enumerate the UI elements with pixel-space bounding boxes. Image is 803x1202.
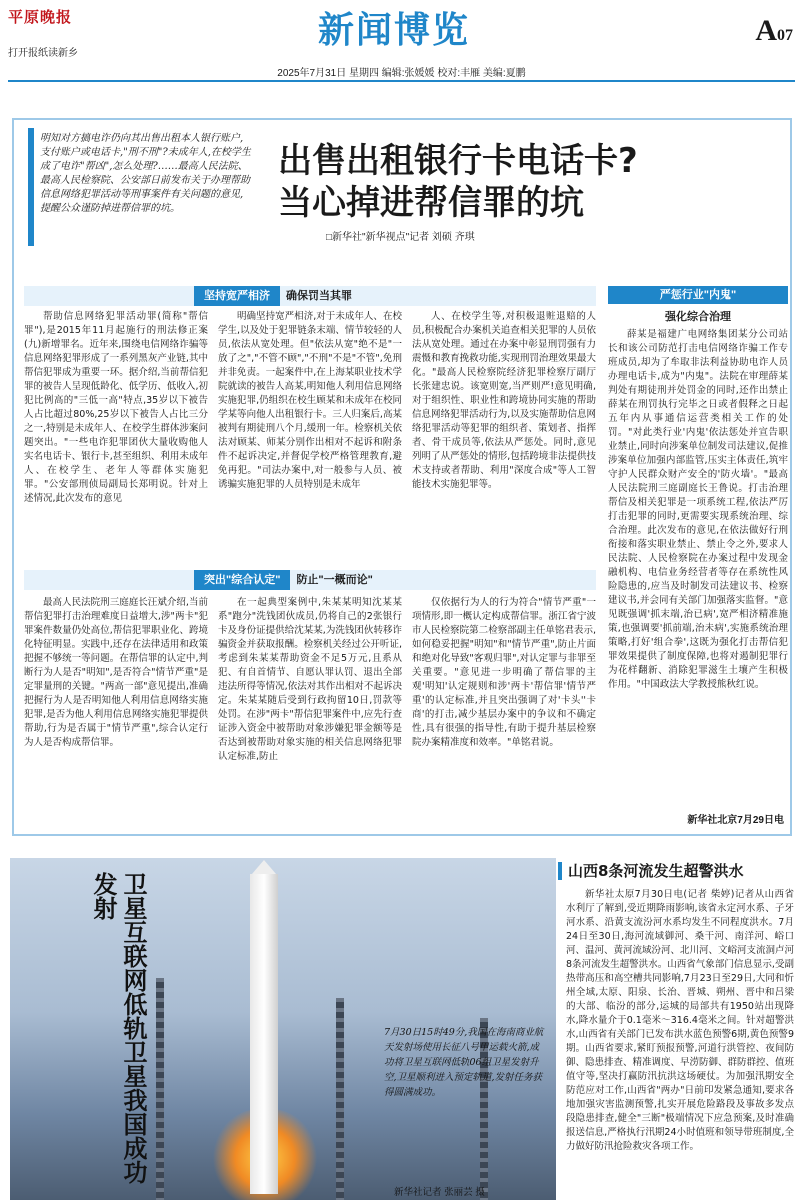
sidebar-article: [608, 286, 788, 826]
page-number: A07: [755, 14, 793, 47]
headline: 出售出租银行卡电话卡? 当心掉进帮信罪的坑: [278, 141, 638, 223]
title-bar: [558, 862, 562, 880]
flood-headline: 山西8条河流发生超警洪水: [568, 862, 744, 880]
byline: □新华社"新华视点"记者 刘硕 齐琪: [326, 232, 475, 243]
flood-article: 新华社太原7月30日电(记者 柴婷)记者从山西省水利厅了解到,受近期降雨影响,该省永定河水系、子牙河水系、沿黄支流汾河水系均发生不同程度洪水。7月24日至30日,海河流域御河、桑干河、南洋河、峪口河、温河、黄河流域汾河、北川河、文峪河支流洞卢河8条河流发生超警洪水。山西省气象部门信息显示,受副热带高压和高空槽共同影响,7月23日至29日,大同和忻州全域,太原、阳泉、长治、晋城、朔州、晋中和吕梁的大部、临汾的部分,运城的局部共有1950站出现降水,降水量介于0.1毫米～316.4毫米之间。针对超警洪水,山西省有关部门已发布洪水蓝色预警6期,黄色预警9期。山西省要求,紧盯预报预警,河道行洪管控、夜间防御、隐患排查、精准调度、早涝防御、群防群控、值班值守等,坚决打赢防汛抗洪这场硬仗。为加强汛期安全防范应对工作,山西省"两办"日前印发紧急通知,要求各地加强灾害监测预警,扎实开展危险路段及事故多发点段隐患排查,健全"三断"极端情况下应急预案,及时准确报送信息,严格执行汛期24小时值班和领导带班制度,全力做好防汛抢险救灾各项工作。: [566, 889, 794, 1152]
section-masthead: 新闻博览: [318, 10, 471, 51]
launch-tower: [156, 978, 164, 1200]
photo-headline: 卫星互联网低轨卫星我国成功发射: [89, 872, 147, 1184]
page-header: [0, 0, 803, 62]
sidebar-dateline: 新华社北京7月29日电: [687, 815, 784, 826]
slogan: 打开报纸读新乡: [8, 48, 78, 59]
article-column: 人、在校学生等,对积极退赃退赔的人员,积极配合办案机关追查相关犯罪的人员依法从宽处理。通过在办案中彰显刑罚强有力震慑和教育挽救功能,实现刑罚治理效果最大化。"最高人民检察院经济犯罪检察厅副厅长张建忠说。该宽则宽,当严则严!意见明确,对于组织性、职业性和跨境协同实施的帮助信息网络犯罪活动行为,以及实施帮助信息网络犯罪活动等犯罪的组织者、策划者、指挥者、骨干成员等,依法从严惩处。同时,意见列明了从严惩处的情形,包括跨境非法提供技术支持或者帮助、利用"深度合成"等人工智能技术实施犯罪等。: [412, 311, 596, 490]
photo-caption: 7月30日15时49分,我国在海南商业航天发射场使用长征八号甲运载火箭,成功将卫星互联网低轨06组卫星发射升空,卫星顺利进入预定轨道,发射任务获得圆满成功。: [384, 1027, 544, 1098]
photo-credit: 新华社记者 张丽芸 摄: [394, 1187, 485, 1198]
sidebar-text: 薛某是福建广电网络集团某分公司站长和该公司防范打击电信网络诈骗工作专班成员,却为了牟取非法利益协助电诈人员办理电话卡,成为"内鬼"。法院在审理薛某判处有期徒刑并处罚金的同时,还作出禁止薛某在刑罚执行完毕之日或者假释之日起五年内从事通信运营类相关工作的处罚。"对此类行业'内鬼'依法惩处并宣告职业禁止,同时向涉案单位制发司法建议,促推涉案单位加强内部监管,压实主体责任,筑牢守护人民群众财产安全的'防火墙'。"最高人民法院刑三庭副庭长王鲁说。打击治理帮信及相关犯罪是一项系统工程,依法严厉打击犯罪的同时,更需要实现系统治理、综合治理。此次发布的意见,在依法做好行刑衔接和落实职业禁止、禁止令之外,要求人民法院、人民检察院在办案过程中发现金融机构、电信业务经营者等存在系统性风险隐患的,应当及时制发司法建议书、检察建议书,并会同有关部门加强落实监督。"意见既强调'抓末端,治已病',宽严相济精准施策,也强调要'抓前端,治未病',实施系统治理策略,打好'组合拳',这既为强化打击帮信犯罪效果提供了制度保障,也将对遏制犯罪行为花样翻新、消除犯罪滋生土壤产生积极作用。"中国政法大学教授熊秋红说。: [608, 329, 788, 690]
article-column: 帮助信息网络犯罪活动罪(简称"帮信罪"),是2015年11月起施行的刑法修正案(九)新增罪名。近年来,围绕电信网络诈骗等信息网络犯罪形成了一系列黑灰产业链,其中帮信犯罪成为重要一环。据介绍,当前帮信犯罪的被告人呈现低龄化、低学历、低收入,初犯比例高的"三低一高"特点,35岁以下被告人占比超过80%,25岁以下被告人占比三分之一,特别是未成年人、在校学生群体涉案问题突出。"一些电诈犯罪团伙大量收购他人实名电话卡、银行卡,甚至组织、利用未成年人、在校学生、老年人等群体实施犯罪。"公安部刑侦局副局长郑明说。针对上述情况,此次发布的意见: [24, 311, 208, 504]
newspaper-logo: 平原晚报: [8, 8, 73, 26]
sidebar-tag: 严惩行业"内鬼": [608, 286, 788, 304]
header-rule: [8, 80, 795, 82]
article-column: 最高人民法院刑三庭庭长汪斌介绍,当前帮信犯罪打击治理难度日益增大,涉"两卡"犯罪案件数量仍处高位,帮信犯罪职业化、跨境化特征明显。实践中,还存在法律适用和政策把握不够统一等问题。在帮信罪的认定中,判断行为人是否"明知",是否符合"情节严重"是定罪量刑的关键。"两高一部"意见提出,准确把握行为人是否明知他人利用信息网络实施犯罪,是否为他人利用信息网络实施犯罪提供帮助,行为是否属于"情节严重",综合认定行为人是否构成帮信罪。: [24, 597, 208, 748]
section-heading-1: 坚持宽严相济 确保罚当其罪: [24, 286, 596, 306]
sidebar-title: 强化综合治理: [665, 311, 731, 323]
rocket: [250, 874, 278, 1194]
article-column: 在一起典型案例中,朱某某明知沈某某系"跑分"洗钱团伙成员,仍将自己的2张银行卡及身份证提供给沈某某,为洗钱团伙转移诈骗资金并获取报酬。检察机关经过公开听证,考虑到朱某某帮助资金不足5万元,且系从犯、有自首情节、自愿认罪认罚、退出全部违法所得等情况,依法对其作出相对不起诉决定。朱某某随后受到行政拘留10日,罚款等处罚。在涉"两卡"帮信犯罪案件中,应先行查证涉入资金中被帮助对象涉嫌犯罪金额等是否达到被帮助对象实施的相关信息网络犯罪认定标准,防止: [218, 597, 402, 762]
article-column: 仅依据行为人的行为符合"情节严重"一项情形,即一概认定构成帮信罪。浙江省宁波市人民检察院第二检察部副主任单铭君表示,如何稳妥把握"明知"和"情节严重",防止片面和绝对化导致"客观归罪",对认定罪与非罪至关重要。"意见进一步明确了帮信罪的主观'明知'认定规则和涉'两卡'帮信罪'情节严重'的认定标准,并且突出强调了对'卡头''卡商'的打击,减少基层办案中的争议和不确定性,具有很强的指导性,有助于提升基层检察院办案精准度和效率。"单铭君说。: [412, 597, 596, 748]
intro-summary: 明知对方搞电诈仍向其出售出租本人银行账户,支付账户或电话卡,"刑不刑"?未成年人,在校学生成了电诈"帮凶",怎么处理?……最高人民法院、最高人民检察院、公安部日前发布关于办理帮助信息网络犯罪活动等刑事案件有关问题的意见,提醒公众谨防掉进帮信罪的坑。: [28, 128, 258, 246]
launch-tower: [336, 998, 344, 1200]
section-heading-2: 突出"综合认定" 防止"一概而论": [24, 570, 596, 590]
article-column: 明确坚持宽严相济,对于未成年人、在校学生,以及处于犯罪链条末端、情节较轻的人员,依法从宽处理。但"依法从宽"绝不是"一放了之","不管不顾","不刑"不是"不管",免刑并非免责。一起案件中,在上海某职业技术学院就读的被告人高某,明知他人利用信息网络实施犯罪,仍组织在校生顾某和未成年在校同学某等向他人出租银行卡。三人归案后,高某被判有期徒刑八个月,缓刑一年。检察机关依法对顾某、师某分别作出相对不起诉和附条件不起诉决定,并督促学校严格管理教育,避免再犯。"司法办案中,对一般参与人员、被诱骗实施犯罪的人员特别是未成年: [218, 311, 402, 490]
dateline: 2025年7月31日 星期四 编辑:张媛媛 校对:丰雁 美编:夏鹏: [277, 68, 526, 79]
